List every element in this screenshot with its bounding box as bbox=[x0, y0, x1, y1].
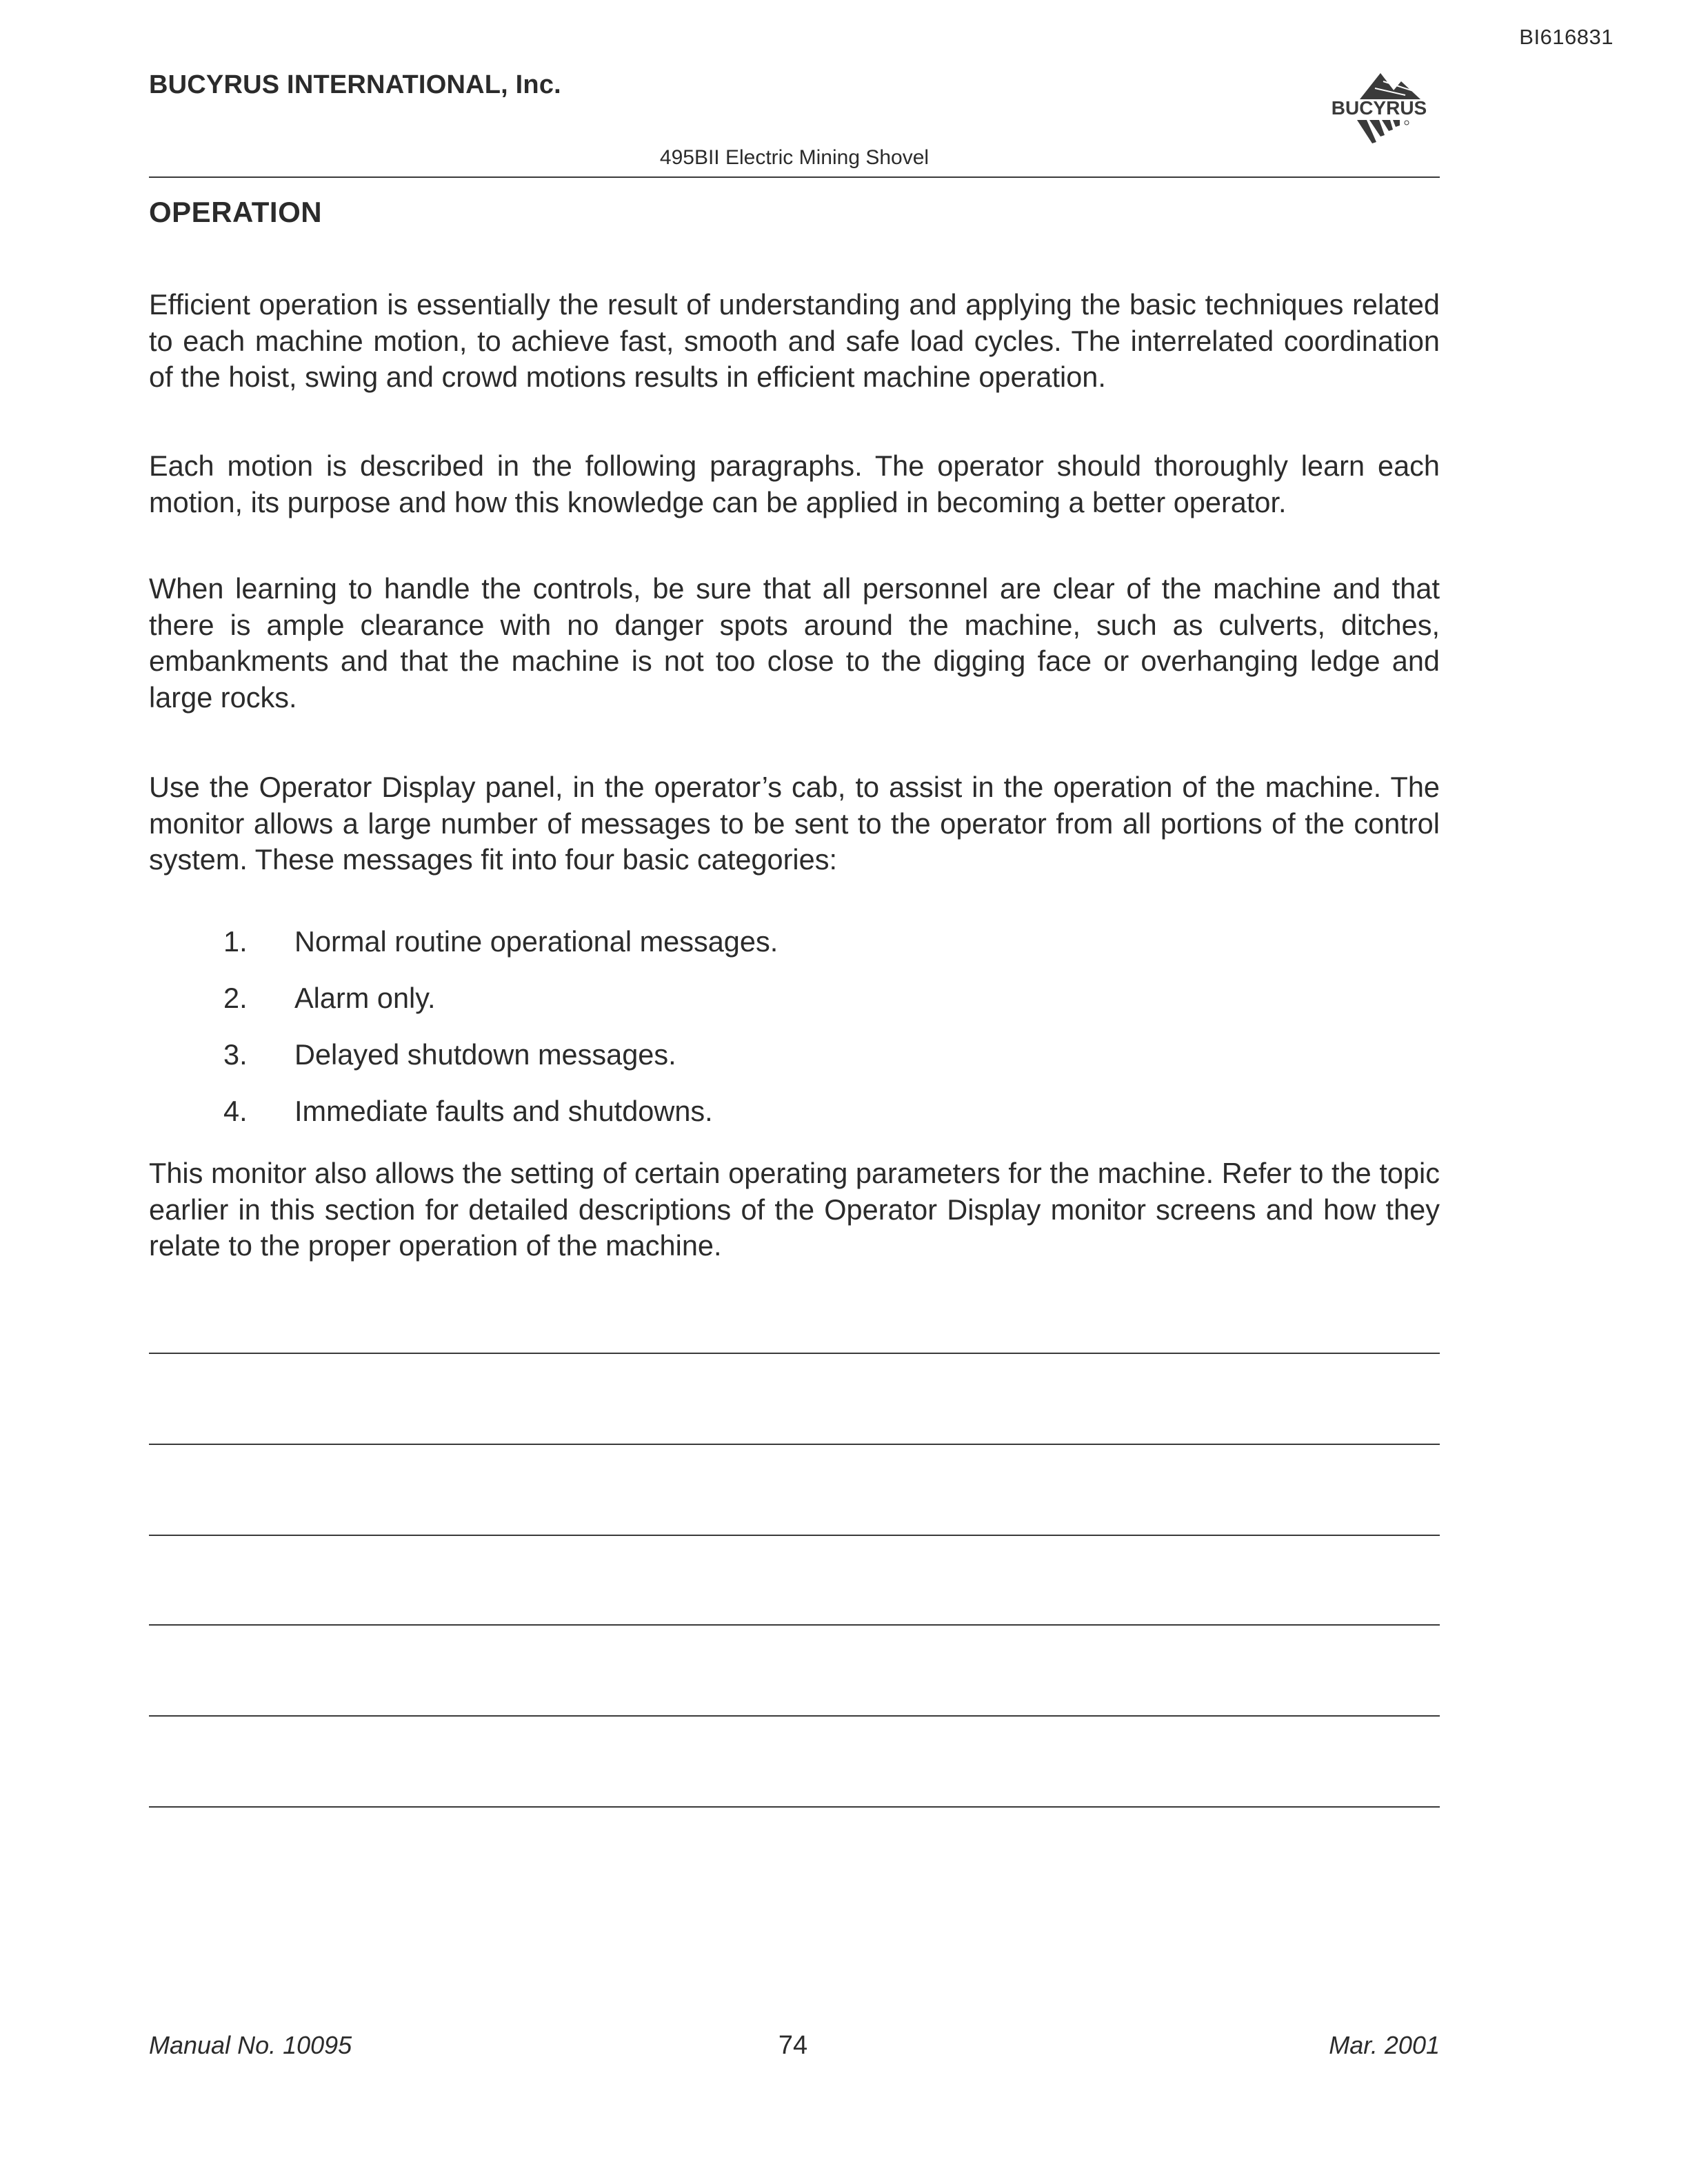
manual-number: Manual No. 10095 bbox=[149, 2031, 352, 2059]
list-item-number: 2. bbox=[223, 982, 248, 1014]
list-item bbox=[149, 980, 1440, 1037]
notes-line bbox=[149, 1353, 1440, 1354]
document-id: BI616831 bbox=[1519, 25, 1614, 49]
message-categories-list bbox=[149, 924, 1440, 1150]
list-item-text: Alarm only. bbox=[294, 982, 436, 1014]
notes-line bbox=[149, 1715, 1440, 1717]
logo-text: BUCYRUS bbox=[1331, 97, 1427, 119]
paragraph-1: Efficient operation is essentially the result of understanding and applying the basic techniques related to each machine motion, to achieve fast, smooth and safe load cycles. The interrelated coordination of the hoist, swing and crowd motions results in efficient machine operation. bbox=[149, 288, 1440, 393]
notes-line bbox=[149, 1806, 1440, 1808]
list-item-number: 1. bbox=[223, 925, 248, 958]
list-item bbox=[149, 924, 1440, 980]
paragraph-4: Use the Operator Display panel, in the operator’s cab, to assist in the operation of the machine. The monitor allows a large number of messages to be sent to the operator from all portions of the control system. These messages fit into four basic categories: bbox=[149, 771, 1440, 876]
notes-line bbox=[149, 1535, 1440, 1536]
company-name: BUCYRUS INTERNATIONAL, Inc. bbox=[149, 70, 561, 99]
publication-date: Mar. 2001 bbox=[1329, 2031, 1440, 2059]
bucyrus-logo-icon bbox=[1317, 72, 1441, 152]
section-heading: OPERATION bbox=[149, 196, 323, 228]
page-number: 74 bbox=[778, 2031, 808, 2060]
notes-line bbox=[149, 1624, 1440, 1626]
list-item bbox=[149, 1093, 1440, 1150]
paragraph-5: This monitor also allows the setting of certain operating parameters for the machine. Refer to the topic earlier in this section for detailed descriptions of the Operator Display monitor screens and how they relate to the proper operation of the machine. bbox=[149, 1157, 1440, 1262]
paragraph-2: Each motion is described in the following paragraphs. The operator should thoroughly learn each motion, its purpose and how this knowledge can be applied in becoming a better operator. bbox=[149, 449, 1440, 518]
document-subtitle: 495BII Electric Mining Shovel bbox=[659, 146, 930, 169]
list-item-text: Delayed shutdown messages. bbox=[294, 1038, 676, 1071]
list-item bbox=[149, 1037, 1440, 1093]
list-item-text: Immediate faults and shutdowns. bbox=[294, 1095, 713, 1127]
list-item-number: 4. bbox=[223, 1095, 248, 1127]
paragraph-3: When learning to handle the controls, be sure that all personnel are clear of the machine and that there is ample clearance with no danger spots around the machine, such as culverts, ditches, embankments and that the machine is not too close to the digging face or overhanging ledge and large rocks. bbox=[149, 572, 1440, 714]
list-item-number: 3. bbox=[223, 1038, 248, 1071]
notes-line bbox=[149, 1444, 1440, 1445]
list-item-text: Normal routine operational messages. bbox=[294, 925, 778, 958]
header-divider bbox=[149, 176, 1440, 178]
